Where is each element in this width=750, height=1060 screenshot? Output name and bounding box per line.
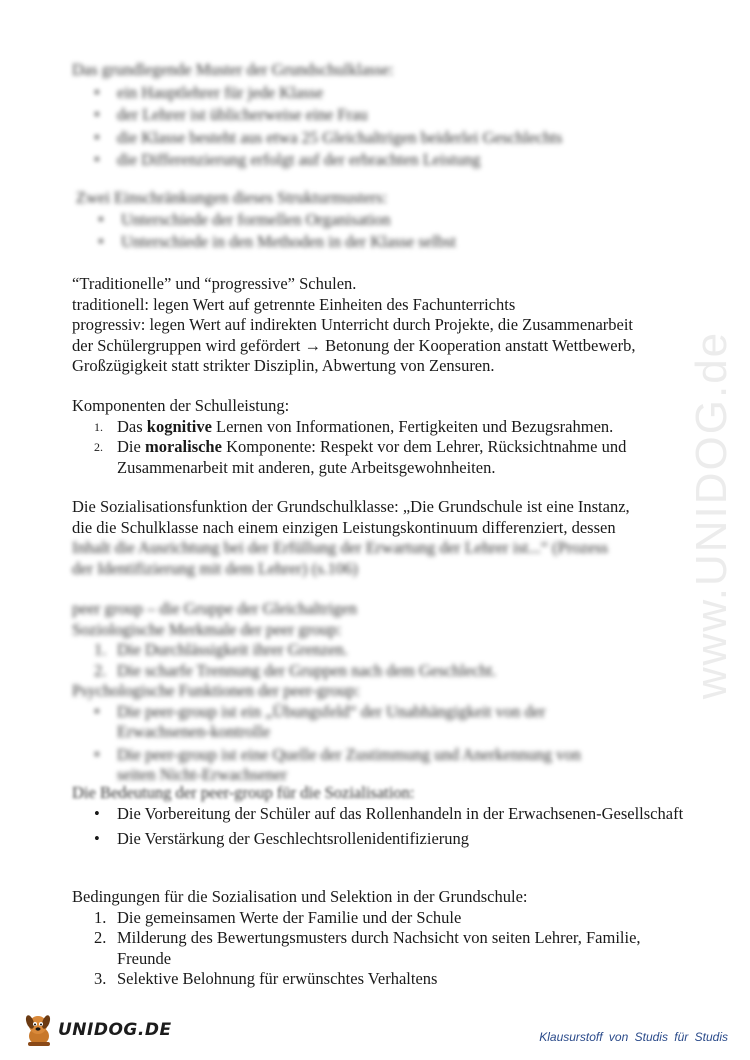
list-item: • Unterschiede in den Methoden in der Klasse selbst xyxy=(121,232,686,253)
paragraph-line: Die Sozialisationsfunktion der Grundschulklasse: „Die Grundschule ist eine Instanz, xyxy=(72,497,630,516)
list-item: • ein Hauptlehrer für jede Klasse xyxy=(117,83,682,104)
bullet-list xyxy=(72,83,682,171)
dog-mascot-icon xyxy=(22,1012,56,1048)
section-peer-group xyxy=(72,599,682,786)
section-bedingungen xyxy=(72,887,692,990)
section-sozialisationsfunktion-blurred xyxy=(72,538,692,579)
paragraph-progressiv-1: progressiv: legen Wert auf indirekten Unterricht durch Projekte, die Zusammenarbeit xyxy=(72,315,634,334)
list-item: • Die peer-group ist eine Quelle der Zustimmung und Anerkennung von seiten Nicht-Erwachsener xyxy=(117,745,592,786)
bullet-list xyxy=(72,804,692,849)
numbered-list xyxy=(72,640,682,681)
list-item: 2. Die moralische Komponente: Respekt vor dem Lehrer, Rücksichtnahme und Zusammenarbeit mit anderen, gute Arbeitsgewohnheiten. xyxy=(94,437,627,477)
bullet-list xyxy=(72,702,682,786)
section-heading: Bedingungen für die Sozialisation und Selektion in der Grundschule: xyxy=(72,887,528,906)
watermark xyxy=(687,290,736,740)
section-grundmuster xyxy=(72,60,682,171)
footer-tagline: Klausurstoff von Studis für Studis xyxy=(539,1030,728,1044)
section-peer-group-bedeutung xyxy=(72,783,682,804)
list-item: 3. Selektive Belohnung für erwünschtes Verhaltens xyxy=(94,969,438,988)
numbered-list xyxy=(72,417,692,479)
section-schultypen xyxy=(72,274,692,377)
list-item: 1. Das kognitive Lernen von Informationen, Fertigkeiten und Bezugsrahmen. xyxy=(94,416,614,436)
paragraph-line: der Identifizierung mit dem Lehrer) (s.106) xyxy=(72,558,358,578)
subheading: Die Bedeutung der peer-group für die Sozialisation: xyxy=(72,783,415,802)
section-bedeutung-items xyxy=(72,804,692,849)
list-item: • Die Verstärkung der Geschlechtsrollenidentifizierung xyxy=(117,829,692,850)
list-item: • die Klasse besteht aus etwa 25 Gleichaltrigen beiderlei Geschlechts xyxy=(117,128,682,149)
paragraph-progressiv-3: Großzügigkeit statt strikter Disziplin, Abwertung von Zensuren. xyxy=(72,356,495,375)
section-title: “Traditionelle” und “progressive” Schulen. xyxy=(72,274,357,293)
subheading: Soziologische Merkmale der peer group: xyxy=(72,619,342,639)
list-item: 1. Die Durchlässigkeit ihrer Grenzen. xyxy=(94,640,348,659)
paragraph-traditionell: traditionell: legen Wert auf getrennte Einheiten des Fachunterrichts xyxy=(72,294,516,314)
section-heading: Komponenten der Schulleistung: xyxy=(72,396,290,415)
paragraph-line: die die Schulklasse nach einem einzigen Leistungskontinuum differenziert, dessen xyxy=(72,517,616,537)
list-item: • die Differenzierung erfolgt auf der erbrachten Leistung xyxy=(117,150,682,171)
bullet-list xyxy=(76,210,686,253)
list-item: • der Lehrer ist üblicherweise eine Frau xyxy=(117,105,682,126)
list-item: 2. Die scharfe Trennung der Gruppen nach dem Geschlecht. xyxy=(94,660,497,680)
paragraph-progressiv-2: der Schülergruppen wird gefördert → Betonung der Kooperation anstatt Wettbewerb, xyxy=(72,335,636,355)
list-item: • Unterschiede der formellen Organisation xyxy=(121,210,686,231)
section-sozialisationsfunktion xyxy=(72,497,692,538)
section-title: peer group – die Gruppe der Gleichaltrigen xyxy=(72,599,357,618)
watermark-text: www.UNIDOG.de xyxy=(687,330,736,700)
section-schulleistung xyxy=(72,396,692,478)
footer-logo[interactable] xyxy=(22,1012,172,1048)
list-item: 1. Die gemeinsamen Werte der Familie und der Schule xyxy=(94,907,462,927)
section-einschraenkungen xyxy=(76,188,686,253)
subheading: Psychologische Funktionen der peer-group: xyxy=(72,681,360,700)
numbered-list xyxy=(72,908,692,990)
list-item: • Die peer-group ist ein „Übungsfeld“ der Unabhängigkeit von der Erwachsenen-kontrolle xyxy=(117,702,592,743)
section-heading: Das grundlegende Muster der Grundschulklasse: xyxy=(72,60,394,79)
section-heading: Zwei Einschränkungen dieses Strukturmusters: xyxy=(76,188,388,207)
logo-text: UNIDOG.DE xyxy=(58,1020,172,1040)
list-item: • Die Vorbereitung der Schüler auf das Rollenhandeln in der Erwachsenen-Gesellschaft xyxy=(117,804,692,825)
paragraph-line: Inhalt die Ausrichtung bei der Erfüllung der Erwartung der Lehrer ist...“ (Prozess xyxy=(72,538,609,557)
list-item: 2. Milderung des Bewertungsmusters durch Nachsicht von seiten Lehrer, Familie, Freunde xyxy=(94,928,641,968)
